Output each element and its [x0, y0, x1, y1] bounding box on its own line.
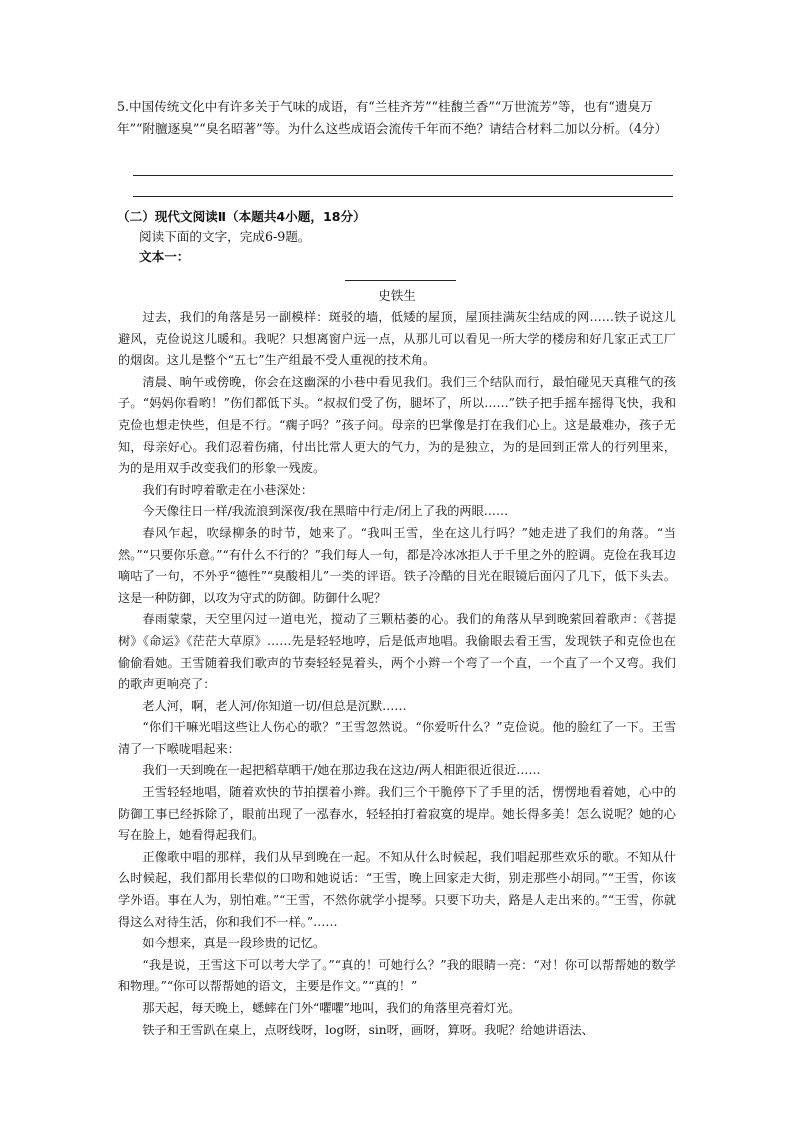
answer-line-1	[133, 175, 673, 176]
paragraph: 清晨、晌午或傍晚，你会在这幽深的小巷中看见我们。我们三个结队而行，最怕碰见天真稚气的孩子。“妈妈你看哟！”伤们都低下头。“叔叔们受了伤，腿坏了，所以……”铁子把手摇车摇得飞快，我和克俭也想走快些，但是不行。“瘸子吗？”孩子问。母亲的巴掌像是打在我们心上。这是最难办，孩子无知，母亲好心。我们忍着伤痛，付出比常人更大的气力，为的是独立，为的是回到正常人的行列里来，为的是用双手改变我们的形象一残废。	[118, 374, 676, 476]
paragraph: 春风乍起，吹绿柳条的时节，她来了。“我叫王雪，坐在这儿行吗？”她走进了我们的角落。“当然。”“只要你乐意。”“有什么不行的？”我们每人一句，都是冷冰冰拒人于千里之外的腔调。克俭在我耳边嘀咕了一句，不外乎“德性”“臭酸相儿”一类的评语。铁子冷酷的目光在眼镜后面闪了几下，低下头去。这是一种防御，以攻为守式的防御。防御什么呢？	[118, 525, 676, 605]
paragraph: 王雪轻轻地唱，随着欢快的节拍摆着小辫。我们三个干脆停下了手里的活，愣愣地看着她，心中的防御工事已经拆除了，眼前出现了一泓春水，轻轻拍打着寂寞的堤岸。她长得多美！怎么说呢？她的心写在脸上，她看得起我们。	[118, 785, 676, 843]
lyric-line: 今天像往日一样/我流浪到深夜/我在黑暗中行走/闭上了我的两眼……	[142, 504, 509, 519]
question-5: 5.中国传统文化中有许多关于气味的成语，有“兰桂齐芳”“桂馥兰香”“万世流芳”等，也有“遗臭万年”“附膻逐臭”“臭名昭著”等。为什么这些成语会流传千年而不绝？请结合材料二加以分析。（4分）	[117, 99, 668, 136]
paragraph: “你们干嘛光唱这些让人伤心的歌？”王雪忽然说。“你爱听什么？”克俭说。他的脸红了一下。王雪清了一下喉咙唱起来：	[118, 720, 676, 756]
paragraph: 那天起，每天晚上，蟋蟀在门外“㘗㘗”地叫，我们的角落里亮着灯光。	[142, 1001, 521, 1015]
section-title: （二）现代文阅读Ⅱ（本题共4小题，18分）	[117, 209, 366, 224]
lyric-line: 我们一天到晚在一起把稻草晒干/她在那边我在这边/两人相距很近很近……	[142, 763, 541, 778]
blank-title-line	[345, 280, 456, 281]
paragraph: 如今想来，真是一段珍贵的记忆。	[142, 936, 326, 951]
author-name: 史铁生	[378, 288, 416, 303]
passage-body	[118, 307, 676, 1041]
lyric-line: 老人河，啊，老人河/你知道一切/但总是沉默……	[142, 698, 407, 713]
paragraph: 铁子和王雪趴在桌上，点呀线呀，log呀，sin呀，画呀，算呀。我呢？给她讲语法、	[142, 1022, 594, 1037]
paragraph: 过去，我们的角落是另一副模样：斑驳的墙，低矮的屋顶，屋顶挂满灰尘结成的网……铁子说这儿避风，克俭说这儿暖和。我呢？只想离窗户远一点，从那儿可以看见一所大学的楼房和好几家正式工厂的烟囱。这儿是整个“五七”生产组最不受人重视的技术角。	[118, 310, 676, 368]
answer-line-2	[133, 196, 673, 197]
paragraph: “我是说，王雪这下可以考大学了。”“真的！可她行么？”我的眼睛一亮：“对！你可以帮帮她的数学和物理。”“你可以帮帮她的语文，主要是作文。”“真的！”	[118, 957, 676, 994]
text-one-label: 文本一：	[139, 249, 190, 264]
paragraph: 正像歌中唱的那样，我们从早到晚在一起。不知从什么时候起，我们唱起那些欢乐的歌。不知从什么时候起，我们都用长辈似的口吻和她说话：“王雪，晚上回家走大街，别走那些小胡同。”“王雪，你该学外语。事在人为，别怕难。”“王雪，不然你就学小提琴。只要下功夫，路是人走出来的。”“王雪，你就得这么对待生活，你和我们不一样。”……	[118, 849, 676, 929]
paragraph: 春雨蒙蒙，天空里闪过一道电光，搅动了三颗枯萎的心。我们的角落从早到晚萦回着歌声：《菩提树》《命运》《茫茫大草原》……先是轻轻地哼，后是低声地唱。我偷眼去看王雪，发现铁子和克俭也在偷偷看她。王雪随着我们歌声的节奏轻轻晃着头，两个小辫一个弯了一个直，一个直了一个又弯。我们的歌声更响亮了：	[118, 612, 676, 692]
paragraph: 我们有时哼着歌走在小巷深处：	[142, 482, 314, 497]
reading-instruction: 阅读下面的文字，完成6-9题。	[139, 229, 311, 244]
